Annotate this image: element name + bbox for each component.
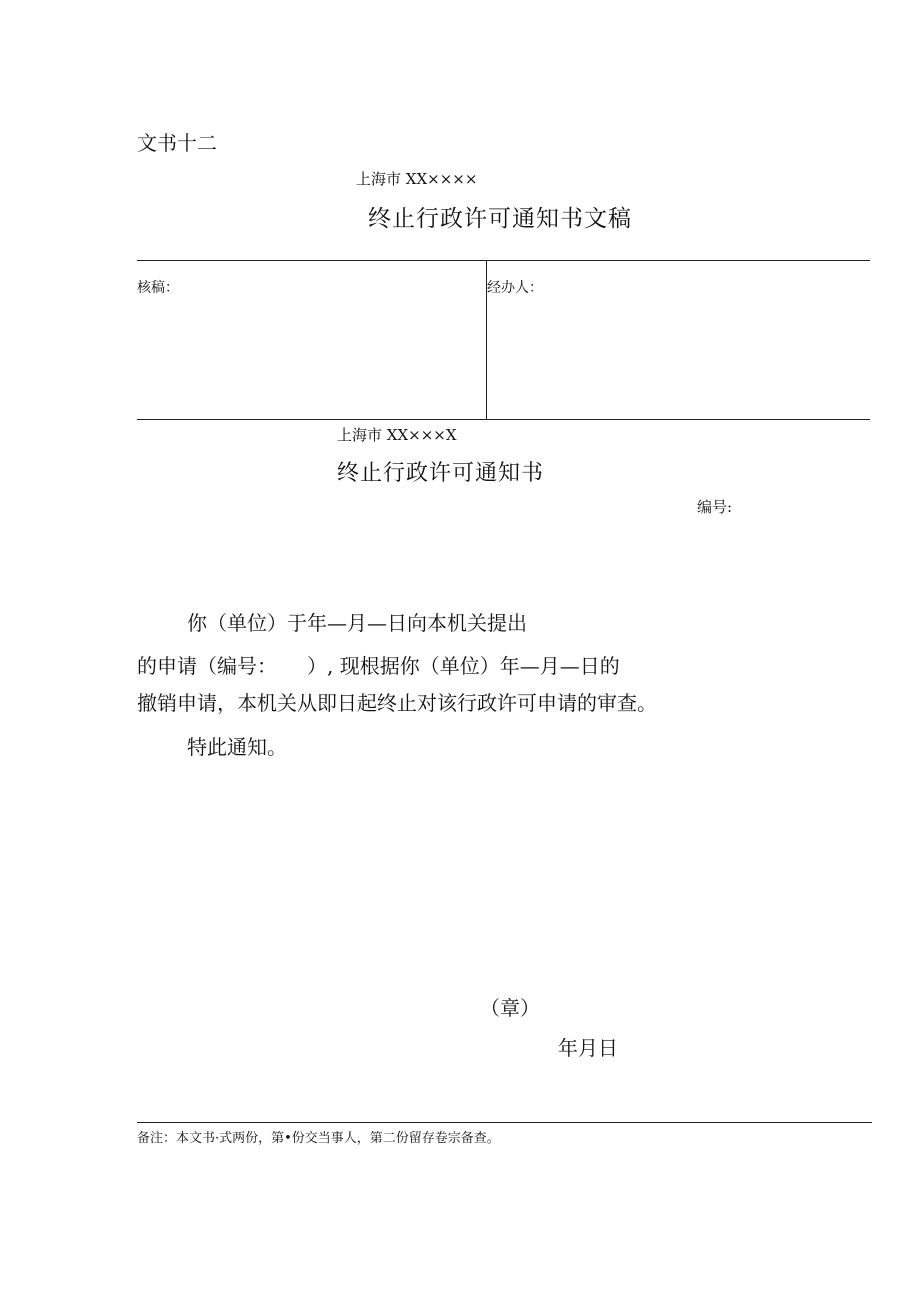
body-line-2: 的申请（编号： ）, 现根据你（单位）年—月—日的 [137, 654, 620, 678]
handler-label: 经办人： [487, 280, 543, 296]
document-number: 文书十二 [137, 131, 217, 155]
draft-title: 终止行政许可通知书文稿 [368, 206, 632, 232]
issuing-organization: 上海市 XX×××× [356, 170, 478, 188]
review-label: 核稿： [137, 280, 179, 296]
table-bottom-rule [137, 419, 870, 420]
seal-placeholder: （章） [480, 996, 540, 1020]
serial-number-label: 编号: [697, 498, 733, 516]
table-top-rule [137, 260, 870, 261]
date-placeholder: 年月日 [558, 1036, 618, 1060]
body-line-1: 你（单位）于年—月—日向本机关提出 [187, 611, 527, 635]
footnote-rule [137, 1122, 872, 1123]
body-line-4: 特此通知。 [187, 735, 287, 759]
notice-organization: 上海市 XX×××X [337, 426, 457, 444]
notice-title: 终止行政许可通知书 [337, 461, 545, 486]
body-line-3: 撤销申请，本机关从即日起终止对该行政许可申请的审查。 [137, 691, 657, 715]
footnote: 备注：本文书·式两份，第•份交当事人，第二份留存卷宗备查。 [137, 1131, 500, 1146]
